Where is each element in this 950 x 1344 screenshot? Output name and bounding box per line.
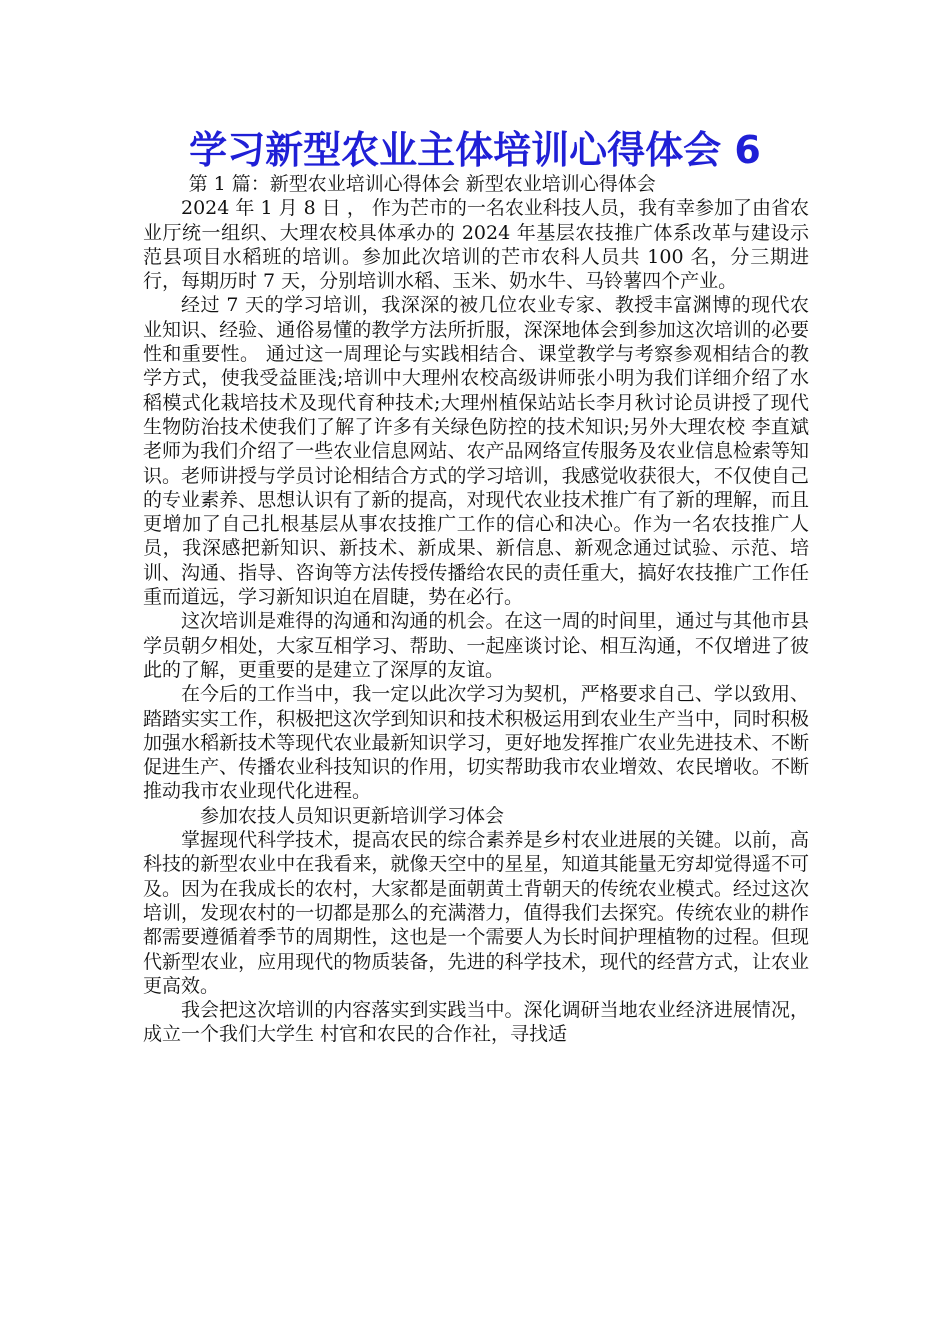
body-paragraph: 2024 年 1 月 8 日 ， 作为芒市的一名农业科技人员，我有幸参加了由省农业厅统一组织、大理农校具体承办的 2024 年基层农技推广体系改革与建设示范县项目水稻班的培训。参加此次培训的芒市农科人员共 100 名，分三期进行，每期历时 7 天，分别培训水稻、玉米、奶水牛、马铃薯四个产业。	[143, 197, 809, 293]
document-title: 学习新型农业主体培训心得体会 6	[189, 128, 761, 172]
body-paragraph: 在今后的工作当中，我一定以此次学习为契机，严格要求自己、学以致用、踏踏实实工作，积极把这次学到知识和技术积极运用到农业生产当中，同时积极加强水稻新技术等现代农业最新知识学习，更好地发挥推广农业先进技术、不断促进生产、传播农业科技知识的作用，切实帮助我市农业增效、农民增收。不断推动我市农业现代化进程。	[143, 683, 809, 803]
body-paragraph: 我会把这次培训的内容落实到实践当中。深化调研当地农业经济进展情况，成立一个我们大学生 村官和农民的合作社，寻找适	[143, 999, 809, 1046]
body-paragraph: 经过 7 天的学习培训，我深深的被几位农业专家、教授丰富渊博的现代农业知识、经验、通俗易懂的教学方法所折服，深深地体会到参加这次培训的必要性和重要性。 通过这一周理论与实践相结合、课堂教学与考察参观相结合的教学方式，使我受益匪浅;培训中大理州农校高级讲师张小明为我们详细介绍了水稻模式化栽培技术及现代育种技术;大理州植保站站长李月秋讨论员讲授了现代生物防治技术使我们了解了许多有关绿色防控的技术知识;另外大理农校 李直斌 老师为我们介绍了一些农业信息网站、农产品网络宣传服务及农业信息检索等知识。老师讲授与学员讨论相结合方式的学习培训，我感觉收获很大，不仅使自己的专业素养、思想认识有了新的提高，对现代农业技术推广有了新的理解，而且更增加了自己扎根基层从事农技推广工作的信心和决心。作为一名农技推广人员，我深感把新知识、新技术、新成果、新信息、新观念通过试验、示范、培训、沟通、指导、咨询等方法传授传播给农民的责任重大，搞好农技推广工作任重而道远，学习新知识迫在眉睫，势在必行。	[143, 294, 809, 609]
document-body	[143, 172, 809, 1047]
body-paragraph: 这次培训是难得的沟通和沟通的机会。在这一周的时间里，通过与其他市县学员朝夕相处，大家互相学习、帮助、一起座谈讨论、相互沟通，不仅增进了彼此的了解，更重要的是建立了深厚的友谊。	[143, 610, 809, 681]
section-heading: 参加农技人员知识更新培训学习体会	[200, 804, 505, 827]
chapter-subheading: 第 1 篇：新型农业培训心得体会 新型农业培训心得体会	[188, 173, 656, 195]
body-paragraph: 掌握现代科学技术，提高农民的综合素养是乡村农业进展的关键。以前，高科技的新型农业中在我看来，就像天空中的星星，知道其能量无穷却觉得遥不可及。因为在我成长的农村，大家都是面朝黄土背朝天的传统农业模式。经过这次培训，发现农村的一切都是那么的充满潜力，值得我们去探究。传统农业的耕作都需要遵循着季节的周期性，这也是一个需要人为长时间护理植物的过程。但现代新型农业，应用现代的物质装备，先进的科学技术，现代的经营方式，让农业更高效。	[143, 829, 809, 997]
